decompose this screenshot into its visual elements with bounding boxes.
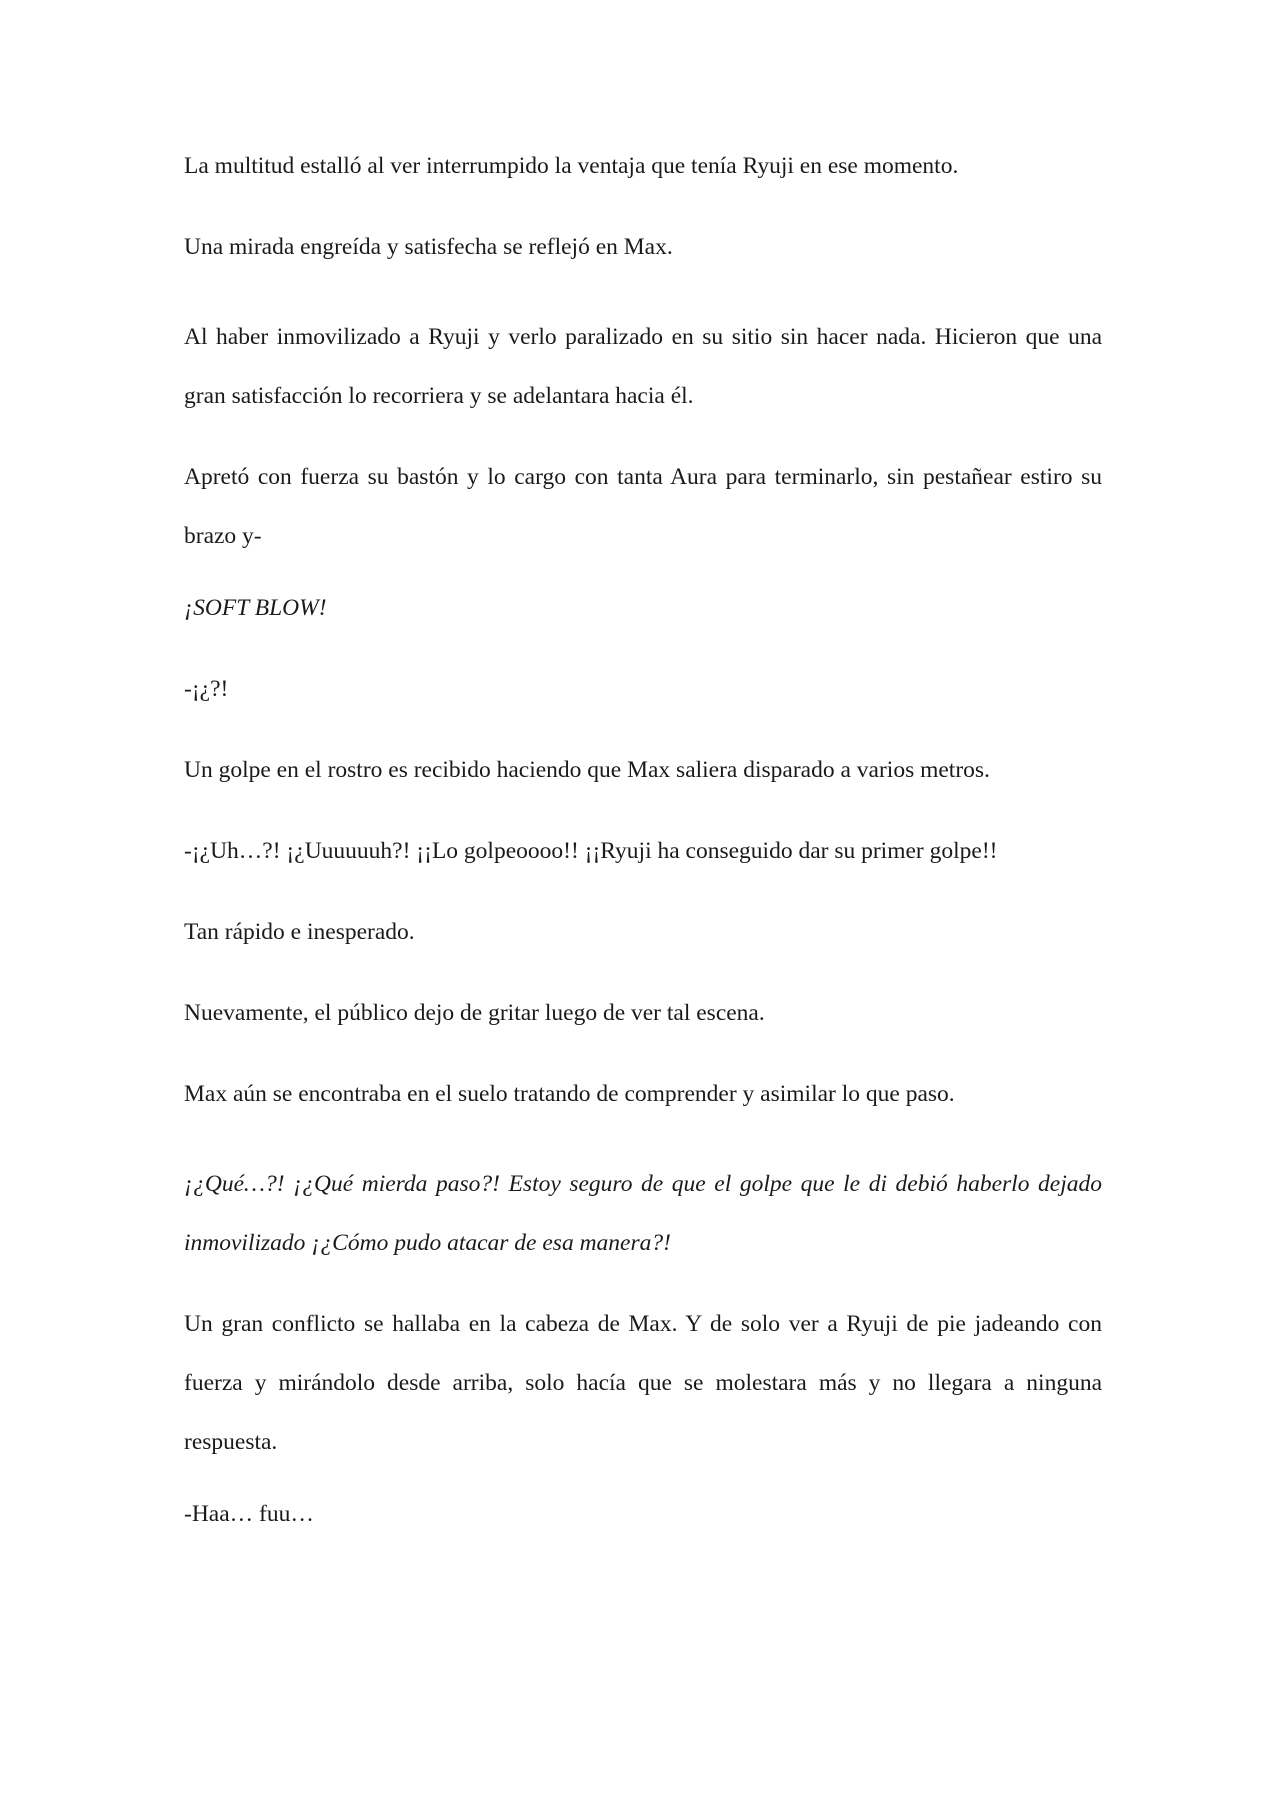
paragraph: Un golpe en el rostro es recibido haciendo que Max saliera disparado a varios metros. — [184, 757, 990, 783]
paragraph: -¡¿?! — [184, 676, 229, 702]
paragraph: Una mirada engreída y satisfecha se reflejó en Max. — [184, 234, 673, 260]
paragraph: La multitud estalló al ver interrumpido la ventaja que tenía Ryuji en ese momento. — [184, 153, 959, 179]
italic-paragraph: ¡¿Qué…?! ¡¿Qué mierda paso?! Estoy seguro de que el golpe que le di debió haberlo dejado inmovilizado ¡¿Cómo pudo atacar de esa manera?! — [184, 1171, 1102, 1256]
paragraph: Un gran conflicto se hallaba en la cabeza de Max. Y de solo ver a Ryuji de pie jadeando con fuerza y mirándolo desde arriba, solo hacía que se molestara más y no llegara a ninguna respuesta. — [184, 1311, 1102, 1455]
paragraph: Nuevamente, el público dejo de gritar luego de ver tal escena. — [184, 1000, 765, 1026]
paragraph: -Haa… fuu… — [184, 1501, 314, 1527]
paragraph: Tan rápido e inesperado. — [184, 919, 415, 945]
italic-paragraph: ¡SOFT BLOW! — [184, 595, 327, 621]
paragraph: Apretó con fuerza su bastón y lo cargo con tanta Aura para terminarlo, sin pestañear estiro su brazo y- — [184, 464, 1102, 549]
text-column — [184, 146, 1102, 1575]
paragraph: Max aún se encontraba en el suelo tratando de comprender y asimilar lo que paso. — [184, 1081, 955, 1107]
paragraph: Al haber inmovilizado a Ryuji y verlo paralizado en su sitio sin hacer nada. Hicieron que una gran satisfacción lo recorriera y se adelantara hacia él. — [184, 324, 1102, 409]
paragraph: -¡¿Uh…?! ¡¿Uuuuuuh?! ¡¡Lo golpeoooo!! ¡¡Ryuji ha conseguido dar su primer golpe!! — [184, 838, 998, 864]
